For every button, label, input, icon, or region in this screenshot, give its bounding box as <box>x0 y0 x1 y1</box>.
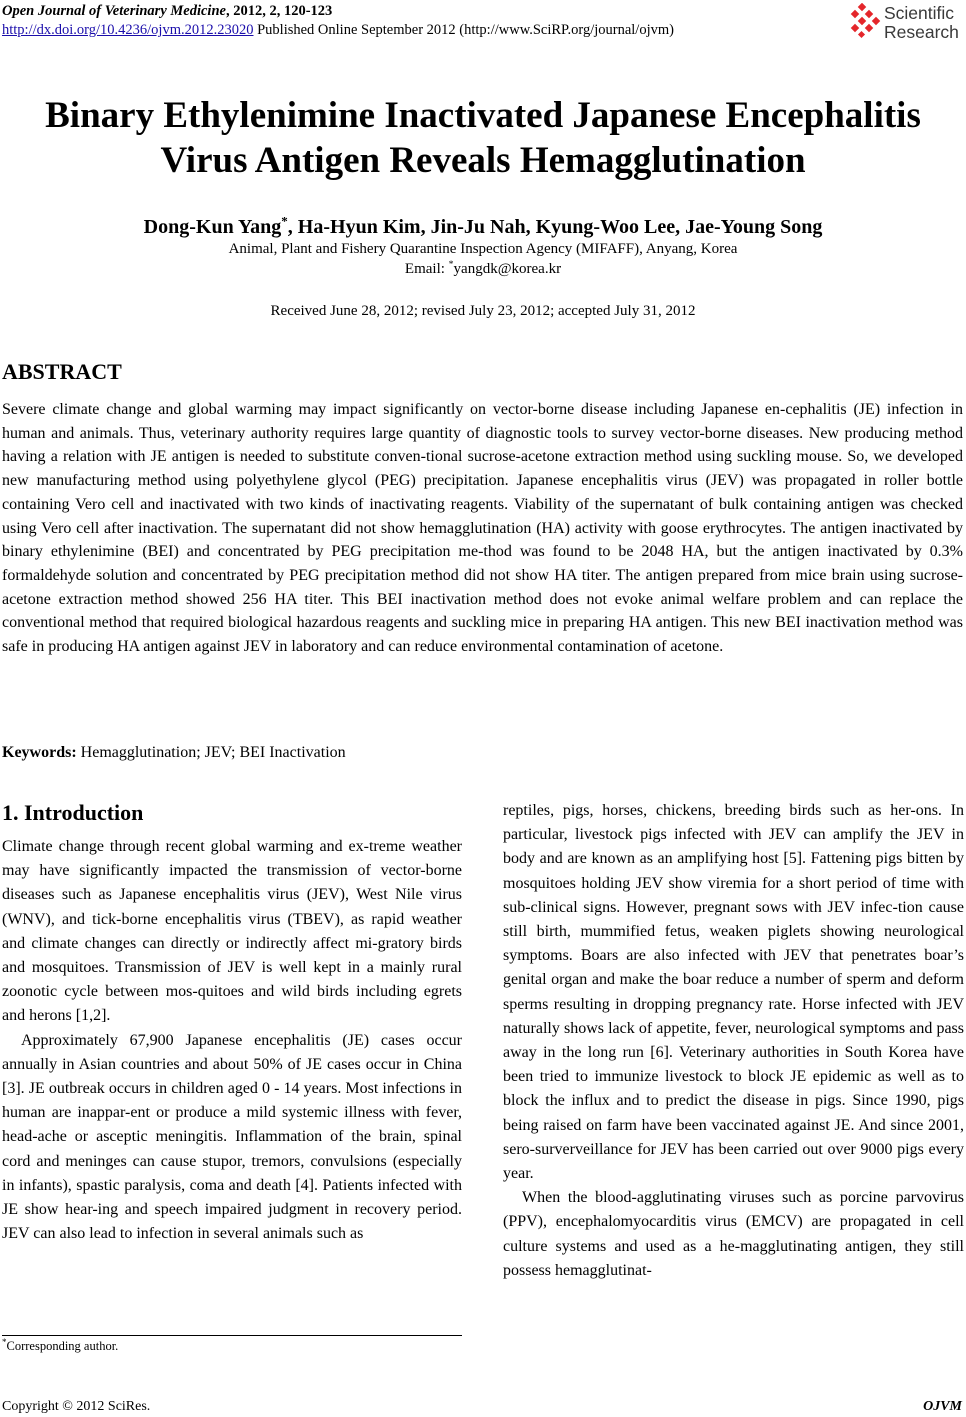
title-line-2: Virus Antigen Reveals Hemagglutination <box>160 140 806 181</box>
intro-paragraph-3: reptiles, pigs, horses, chickens, breeding birds such as her-ons. In particular, livestock pigs infected with JEV can amplify the JEV in body and are known as an amplifying host [5]. Fattening pigs bitten by mosquitoes holding JEV show viremia for a short period of time with sub-clinical signs. However, pregnant sows with JEV infec-tion cause still birth, mummified fetus, weaken piglets showing neurological symptoms. Boars are also infected with JEV that penetrates boar’s genital organ and make the boar reduce a number of sperm and deform sperms resulting in dropping pregnancy rate. Horse infected with JEV naturally shows lack of appetite, fever, neurological symptoms and pass away in the long run [6]. Veterinary authorities in South Korea have been tried to immunize livestock to block JE epidemic as well as to block the influx and to predict the disease in pigs. Since 1990, pigs being raised on farm have been vaccinated against JE. And since 2001, sero-surverveillance for JEV has been carried out over 9000 pigs every year. <box>503 802 964 1183</box>
title-line-1: Binary Ethylenimine Inactivated Japanese Encephalitis <box>45 95 921 136</box>
published-online-text: Published Online September 2012 (http://www.SciRP.org/journal/ojvm) <box>253 22 674 38</box>
author-list <box>0 215 966 239</box>
journal-volume: , 2012, 2, 120-123 <box>225 3 333 19</box>
copyright-notice: Copyright © 2012 SciRes. <box>2 1399 151 1414</box>
email-label: Email: <box>404 261 449 277</box>
footnote-mark: * <box>2 1336 7 1347</box>
section-heading-introduction: 1. Introduction <box>2 800 144 825</box>
logo-text-scientific: Scientific <box>884 3 955 23</box>
doi-line <box>2 21 674 40</box>
journal-name: Open Journal of Veterinary Medicine <box>2 3 226 19</box>
right-column <box>503 799 964 1283</box>
keywords <box>2 742 346 764</box>
affiliation: Animal, Plant and Fishery Quarantine Inspection Agency (MIFAFF), Anyang, Korea <box>228 241 738 257</box>
footnote-text: Corresponding author. <box>6 1339 119 1353</box>
keywords-label: Keywords: <box>2 744 77 761</box>
publisher-logo <box>846 1 966 45</box>
abstract-heading: ABSTRACT <box>2 359 122 384</box>
scirp-diamond-icon <box>846 3 882 39</box>
intro-paragraph-4: When the blood-agglutinating viruses such as porcine parvovirus (PPV), encephalomyocarditis virus (EMCV) are propagated in cell culture systems and used as a he-magglutinating antigen, they still possess hemagglutinat- <box>503 1189 964 1279</box>
other-authors: , Ha-Hyun Kim, Jin-Ju Nah, Kyung-Woo Lee, Jae-Young Song <box>287 216 823 238</box>
left-column <box>2 835 462 1246</box>
intro-paragraph-1: Climate change through recent global warming and ex-treme weather may have significantly impacted the transmission of vector-borne diseases such as Japanese encephalitis virus (JEV), West Nile virus (WNV), and tick-borne encephalitis virus (TBEV), as rapid weather and climate changes can directly or indirectly affect mi-gratory birds and mosquitoes. Transmission of JEV is well kept in a mainly rural zoonotic cycle between mos-quitoes and wild birds including egrets and herons [1,2]. <box>2 838 462 1025</box>
intro-paragraph-2: Approximately 67,900 Japanese encephalitis (JE) cases occur annually in Asian countries and about 50% of JE cases occur in China [3]. JE outbreak occurs in children aged 0 - 14 years. Most infections in human are inappar-ent or produce a mild systemic illness with fever, head-ache or asceptic meningitis. Inflammation of the brain, spinal cord and meninges can cause stupor, tremors, convulsions (especially in infants), spastic paralysis, coma and death [4]. Patients infected with JE show hear-ing and speech impaired judgment in recovery period. JEV can also lead to infection in several animals such as <box>2 1031 462 1243</box>
abstract-text: Severe climate change and global warming may impact significantly on vector-borne disease including Japanese en-cephalitis (JE) infection in human and animals. Thus, veterinary authority requires large quantity of diagnostic tools to survey vector-borne diseases. New producing method having a relation with JE antigen is needed to substitute conven-tional sucrose-acetone extraction method using suckling mouse. So, we developed new manufacturing method using polyethylene glycol (PEG) precipitation. Japanese encephalitis virus (JEV) was propagated in roller bottle containing Vero cell and inactivated with two kinds of inactivating reagents. Viability of the supernatant of bulk containing antigen was checked using Vero cell after inactivation. The supernatant did not show hemagglutination (HA) activity with goose erythrocytes. The antigen inactivated by binary ethylenimine (BEI) and concentrated by PEG precipitation me-thod was found to be 2048 HA, but the antigen inactivated by 0.3% formaldehyde solution and concentrated by PEG precipitation method did not show HA titer. The antigen prepared from mice brain using sucrose-acetone extraction method showed 256 HA titer. This BEI inactivation method does not evoke animal welfare problem and can replace the conventional method that required biological hazardous reagents and suckling mice in preparing HA antigen. This new BEI inactivation method was safe in producing HA antigen against JEV in laboratory and can reduce environmental contamination of acetone. <box>2 401 963 656</box>
email-address[interactable]: yangdk@korea.kr <box>453 261 562 277</box>
journal-abbreviation: OJVM <box>923 1399 962 1414</box>
journal-citation <box>2 2 674 21</box>
running-header <box>2 2 674 40</box>
doi-link[interactable]: http://dx.doi.org/10.4236/ojvm.2012.23020 <box>2 22 254 38</box>
paper-title <box>0 93 966 183</box>
footnote-divider <box>2 1335 462 1336</box>
footnote <box>2 1338 118 1354</box>
received-dates: Received June 28, 2012; revised July 23, 2012; accepted July 31, 2012 <box>270 303 696 319</box>
author-email <box>0 260 966 279</box>
corresponding-mark: * <box>281 213 288 229</box>
keywords-list: Hemagglutination; JEV; BEI Inactivation <box>76 744 346 761</box>
first-author: Dong-Kun Yang <box>143 216 282 238</box>
email-mark: * <box>448 259 454 270</box>
logo-text-research: Research <box>884 22 959 42</box>
